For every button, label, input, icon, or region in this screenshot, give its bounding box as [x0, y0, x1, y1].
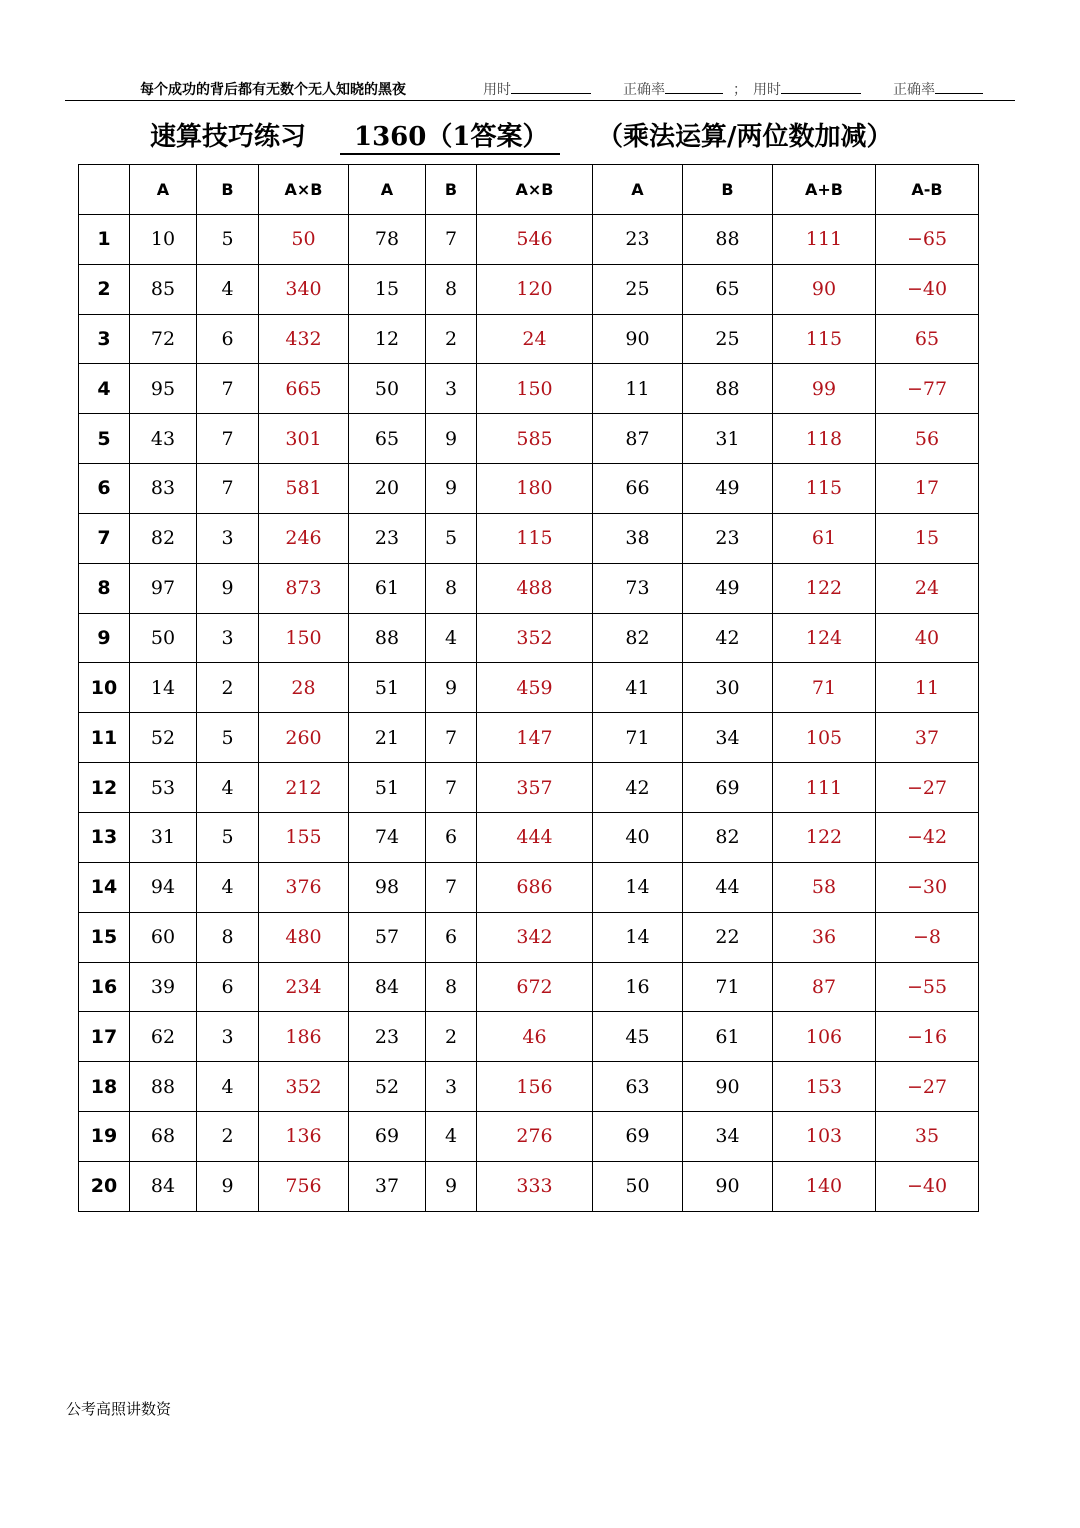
answer-cell: 56: [876, 414, 979, 464]
operand-cell: 74: [349, 812, 426, 862]
answer-cell: 115: [773, 464, 876, 514]
answer-cell: −55: [876, 962, 979, 1012]
operand-cell: 88: [130, 1062, 197, 1112]
answer-cell: 260: [259, 713, 349, 763]
accuracy-label: 正确率: [893, 82, 935, 98]
time-blank: [511, 79, 591, 94]
operand-cell: 68: [130, 1112, 197, 1162]
operand-cell: 90: [593, 314, 683, 364]
operand-cell: 30: [683, 663, 773, 713]
column-header: B: [197, 165, 259, 215]
operand-cell: 23: [593, 214, 683, 264]
operand-cell: 45: [593, 1012, 683, 1062]
operand-cell: 34: [683, 1112, 773, 1162]
answer-cell: 11: [876, 663, 979, 713]
operand-cell: 51: [349, 663, 426, 713]
operand-cell: 69: [683, 763, 773, 813]
column-header: A: [593, 165, 683, 215]
operand-cell: 50: [593, 1161, 683, 1211]
operand-cell: 3: [426, 1062, 477, 1112]
operand-cell: 6: [426, 912, 477, 962]
operand-cell: 6: [426, 812, 477, 862]
answer-cell: 342: [477, 912, 593, 962]
table-row: [79, 464, 979, 514]
row-number: 7: [79, 513, 130, 563]
column-header: B: [683, 165, 773, 215]
time-field-1: [483, 79, 591, 99]
operand-cell: 4: [197, 763, 259, 813]
operand-cell: 25: [683, 314, 773, 364]
answer-cell: −40: [876, 1161, 979, 1211]
operand-cell: 3: [197, 1012, 259, 1062]
title-subtitle: （乘法运算/两位数加减）: [597, 122, 893, 152]
answer-cell: 87: [773, 962, 876, 1012]
table-row: [79, 663, 979, 713]
time-blank: [781, 79, 861, 94]
operand-cell: 7: [426, 214, 477, 264]
table-row: [79, 1161, 979, 1211]
answer-cell: 65: [876, 314, 979, 364]
operand-cell: 15: [349, 264, 426, 314]
operand-cell: 8: [426, 264, 477, 314]
answer-cell: 581: [259, 464, 349, 514]
operand-cell: 14: [593, 862, 683, 912]
operand-cell: 51: [349, 763, 426, 813]
row-number: 18: [79, 1062, 130, 1112]
page-title: [0, 112, 1080, 152]
answer-cell: 71: [773, 663, 876, 713]
column-header: B: [426, 165, 477, 215]
operand-cell: 44: [683, 862, 773, 912]
column-header: A×B: [477, 165, 593, 215]
answer-cell: 37: [876, 713, 979, 763]
operand-cell: 23: [683, 513, 773, 563]
answer-cell: 111: [773, 763, 876, 813]
answer-cell: −65: [876, 214, 979, 264]
answer-cell: 546: [477, 214, 593, 264]
answer-cell: 873: [259, 563, 349, 613]
answer-cell: 122: [773, 563, 876, 613]
operand-cell: 7: [426, 763, 477, 813]
answer-cell: 136: [259, 1112, 349, 1162]
worksheet-header: [65, 76, 1015, 101]
answer-cell: 147: [477, 713, 593, 763]
operand-cell: 61: [349, 563, 426, 613]
table-row: [79, 414, 979, 464]
table-row: [79, 214, 979, 264]
operand-cell: 84: [130, 1161, 197, 1211]
operand-cell: 14: [593, 912, 683, 962]
answer-cell: 105: [773, 713, 876, 763]
answer-cell: 376: [259, 862, 349, 912]
operand-cell: 2: [426, 314, 477, 364]
operand-cell: 78: [349, 214, 426, 264]
operand-cell: 84: [349, 962, 426, 1012]
answer-cell: 246: [259, 513, 349, 563]
operand-cell: 82: [593, 613, 683, 663]
answer-cell: 40: [876, 613, 979, 663]
row-number: 5: [79, 414, 130, 464]
operand-cell: 62: [130, 1012, 197, 1062]
answer-cell: 156: [477, 1062, 593, 1112]
operand-cell: 65: [349, 414, 426, 464]
operand-cell: 9: [197, 563, 259, 613]
answer-cell: 340: [259, 264, 349, 314]
time-field-2: [753, 79, 861, 99]
row-number: 10: [79, 663, 130, 713]
motto-text: 每个成功的背后都有无数个无人知晓的黑夜: [140, 82, 406, 98]
separator-text: ；: [733, 82, 747, 98]
operand-cell: 69: [349, 1112, 426, 1162]
table-row: [79, 613, 979, 663]
answer-cell: 150: [259, 613, 349, 663]
operand-cell: 88: [683, 364, 773, 414]
answer-cell: 24: [477, 314, 593, 364]
answer-table: [78, 164, 979, 1212]
answer-cell: 24: [876, 563, 979, 613]
answer-cell: 90: [773, 264, 876, 314]
answer-cell: 432: [259, 314, 349, 364]
row-number: 6: [79, 464, 130, 514]
operand-cell: 82: [683, 812, 773, 862]
time-label: 用时: [483, 82, 511, 98]
answer-cell: 46: [477, 1012, 593, 1062]
time-label: 用时: [753, 82, 781, 98]
operand-cell: 16: [593, 962, 683, 1012]
operand-cell: 3: [426, 364, 477, 414]
operand-cell: 20: [349, 464, 426, 514]
answer-cell: 180: [477, 464, 593, 514]
operand-cell: 4: [197, 1062, 259, 1112]
table-row: [79, 563, 979, 613]
column-header: A-B: [876, 165, 979, 215]
title-main: 速算技巧练习: [150, 122, 307, 152]
answer-cell: 756: [259, 1161, 349, 1211]
operand-cell: 7: [197, 414, 259, 464]
operand-cell: 22: [683, 912, 773, 962]
answer-cell: 357: [477, 763, 593, 813]
answer-cell: 276: [477, 1112, 593, 1162]
operand-cell: 90: [683, 1062, 773, 1112]
table-row: [79, 812, 979, 862]
answer-cell: 459: [477, 663, 593, 713]
operand-cell: 5: [197, 214, 259, 264]
row-number: 9: [79, 613, 130, 663]
column-header: A+B: [773, 165, 876, 215]
answer-cell: 124: [773, 613, 876, 663]
accuracy-label: 正确率: [623, 82, 665, 98]
title-code: 1360（1答案）: [340, 116, 560, 155]
table-header-row: [79, 165, 979, 215]
answer-cell: 352: [259, 1062, 349, 1112]
operand-cell: 5: [197, 812, 259, 862]
answer-cell: 150: [477, 364, 593, 414]
operand-cell: 65: [683, 264, 773, 314]
table-row: [79, 763, 979, 813]
answer-cell: 665: [259, 364, 349, 414]
operand-cell: 7: [197, 464, 259, 514]
operand-cell: 98: [349, 862, 426, 912]
answer-cell: −40: [876, 264, 979, 314]
row-number: 8: [79, 563, 130, 613]
operand-cell: 43: [130, 414, 197, 464]
answer-cell: 111: [773, 214, 876, 264]
operand-cell: 2: [197, 663, 259, 713]
operand-cell: 31: [683, 414, 773, 464]
operand-cell: 60: [130, 912, 197, 962]
answer-cell: 36: [773, 912, 876, 962]
operand-cell: 52: [349, 1062, 426, 1112]
answer-cell: 122: [773, 812, 876, 862]
table-row: [79, 364, 979, 414]
table-row: [79, 862, 979, 912]
answer-cell: −42: [876, 812, 979, 862]
table-row: [79, 713, 979, 763]
operand-cell: 23: [349, 513, 426, 563]
operand-cell: 9: [426, 464, 477, 514]
row-number: 2: [79, 264, 130, 314]
operand-cell: 7: [426, 862, 477, 912]
table-row: [79, 962, 979, 1012]
answer-cell: −30: [876, 862, 979, 912]
operand-cell: 14: [130, 663, 197, 713]
answer-cell: 212: [259, 763, 349, 813]
answer-cell: 333: [477, 1161, 593, 1211]
operand-cell: 6: [197, 314, 259, 364]
operand-cell: 71: [683, 962, 773, 1012]
operand-cell: 94: [130, 862, 197, 912]
operand-cell: 82: [130, 513, 197, 563]
operand-cell: 2: [197, 1112, 259, 1162]
answer-cell: −77: [876, 364, 979, 414]
row-number: 14: [79, 862, 130, 912]
answer-cell: 118: [773, 414, 876, 464]
answer-cell: −27: [876, 763, 979, 813]
row-number: 1: [79, 214, 130, 264]
operand-cell: 40: [593, 812, 683, 862]
operand-cell: 50: [130, 613, 197, 663]
answer-cell: 186: [259, 1012, 349, 1062]
table-row: [79, 1012, 979, 1062]
answer-cell: 672: [477, 962, 593, 1012]
row-number: 12: [79, 763, 130, 813]
operand-cell: 37: [349, 1161, 426, 1211]
answer-cell: −8: [876, 912, 979, 962]
operand-cell: 2: [426, 1012, 477, 1062]
answer-cell: 15: [876, 513, 979, 563]
operand-cell: 8: [426, 563, 477, 613]
answer-cell: 115: [773, 314, 876, 364]
answer-cell: 99: [773, 364, 876, 414]
operand-cell: 34: [683, 713, 773, 763]
operand-cell: 97: [130, 563, 197, 613]
operand-cell: 66: [593, 464, 683, 514]
operand-cell: 57: [349, 912, 426, 962]
answer-cell: 120: [477, 264, 593, 314]
operand-cell: 88: [683, 214, 773, 264]
answer-cell: 155: [259, 812, 349, 862]
operand-cell: 9: [426, 663, 477, 713]
table-row: [79, 1062, 979, 1112]
table-row: [79, 264, 979, 314]
column-header: A×B: [259, 165, 349, 215]
operand-cell: 5: [197, 713, 259, 763]
operand-cell: 4: [197, 264, 259, 314]
operand-cell: 9: [426, 1161, 477, 1211]
operand-cell: 5: [426, 513, 477, 563]
answer-cell: −27: [876, 1062, 979, 1112]
operand-cell: 3: [197, 513, 259, 563]
operand-cell: 39: [130, 962, 197, 1012]
answer-cell: 28: [259, 663, 349, 713]
operand-cell: 73: [593, 563, 683, 613]
answer-cell: −16: [876, 1012, 979, 1062]
operand-cell: 90: [683, 1161, 773, 1211]
operand-cell: 3: [197, 613, 259, 663]
answer-cell: 686: [477, 862, 593, 912]
table-row: [79, 314, 979, 364]
operand-cell: 31: [130, 812, 197, 862]
table-row: [79, 513, 979, 563]
row-number: 13: [79, 812, 130, 862]
row-number: 16: [79, 962, 130, 1012]
answer-cell: 115: [477, 513, 593, 563]
answer-cell: 50: [259, 214, 349, 264]
operand-cell: 10: [130, 214, 197, 264]
answer-cell: 585: [477, 414, 593, 464]
accuracy-field-2: [893, 79, 983, 99]
operand-cell: 23: [349, 1012, 426, 1062]
answer-cell: 58: [773, 862, 876, 912]
operand-cell: 4: [426, 613, 477, 663]
footer-text: 公考高照讲数资: [66, 1400, 172, 1418]
answer-cell: 488: [477, 563, 593, 613]
table-row: [79, 912, 979, 962]
operand-cell: 12: [349, 314, 426, 364]
operand-cell: 95: [130, 364, 197, 414]
operand-cell: 49: [683, 563, 773, 613]
answer-cell: 480: [259, 912, 349, 962]
accuracy-field-1: [623, 79, 723, 99]
operand-cell: 38: [593, 513, 683, 563]
row-number: 11: [79, 713, 130, 763]
operand-cell: 42: [683, 613, 773, 663]
answer-cell: 106: [773, 1012, 876, 1062]
operand-cell: 9: [426, 414, 477, 464]
operand-cell: 88: [349, 613, 426, 663]
answer-cell: 35: [876, 1112, 979, 1162]
operand-cell: 52: [130, 713, 197, 763]
operand-cell: 87: [593, 414, 683, 464]
operand-cell: 9: [197, 1161, 259, 1211]
operand-cell: 53: [130, 763, 197, 813]
answer-cell: 444: [477, 812, 593, 862]
answer-cell: 153: [773, 1062, 876, 1112]
row-number: 20: [79, 1161, 130, 1211]
operand-cell: 7: [426, 713, 477, 763]
operand-cell: 41: [593, 663, 683, 713]
accuracy-blank: [935, 79, 983, 94]
answer-cell: 352: [477, 613, 593, 663]
column-header: A: [130, 165, 197, 215]
table-body: [79, 214, 979, 1211]
operand-cell: 21: [349, 713, 426, 763]
operand-cell: 71: [593, 713, 683, 763]
operand-cell: 4: [426, 1112, 477, 1162]
answer-cell: 140: [773, 1161, 876, 1211]
operand-cell: 11: [593, 364, 683, 414]
table-row: [79, 1112, 979, 1162]
operand-cell: 8: [426, 962, 477, 1012]
operand-cell: 42: [593, 763, 683, 813]
operand-cell: 4: [197, 862, 259, 912]
operand-cell: 85: [130, 264, 197, 314]
answer-cell: 17: [876, 464, 979, 514]
accuracy-blank: [665, 79, 723, 94]
column-header: A: [349, 165, 426, 215]
row-number: 3: [79, 314, 130, 364]
answer-cell: 103: [773, 1112, 876, 1162]
operand-cell: 63: [593, 1062, 683, 1112]
operand-cell: 6: [197, 962, 259, 1012]
column-header: [79, 165, 130, 215]
operand-cell: 25: [593, 264, 683, 314]
operand-cell: 69: [593, 1112, 683, 1162]
answer-cell: 234: [259, 962, 349, 1012]
row-number: 15: [79, 912, 130, 962]
operand-cell: 61: [683, 1012, 773, 1062]
operand-cell: 49: [683, 464, 773, 514]
operand-cell: 8: [197, 912, 259, 962]
operand-cell: 83: [130, 464, 197, 514]
operand-cell: 7: [197, 364, 259, 414]
operand-cell: 72: [130, 314, 197, 364]
row-number: 19: [79, 1112, 130, 1162]
answer-cell: 61: [773, 513, 876, 563]
row-number: 17: [79, 1012, 130, 1062]
answer-cell: 301: [259, 414, 349, 464]
row-number: 4: [79, 364, 130, 414]
operand-cell: 50: [349, 364, 426, 414]
